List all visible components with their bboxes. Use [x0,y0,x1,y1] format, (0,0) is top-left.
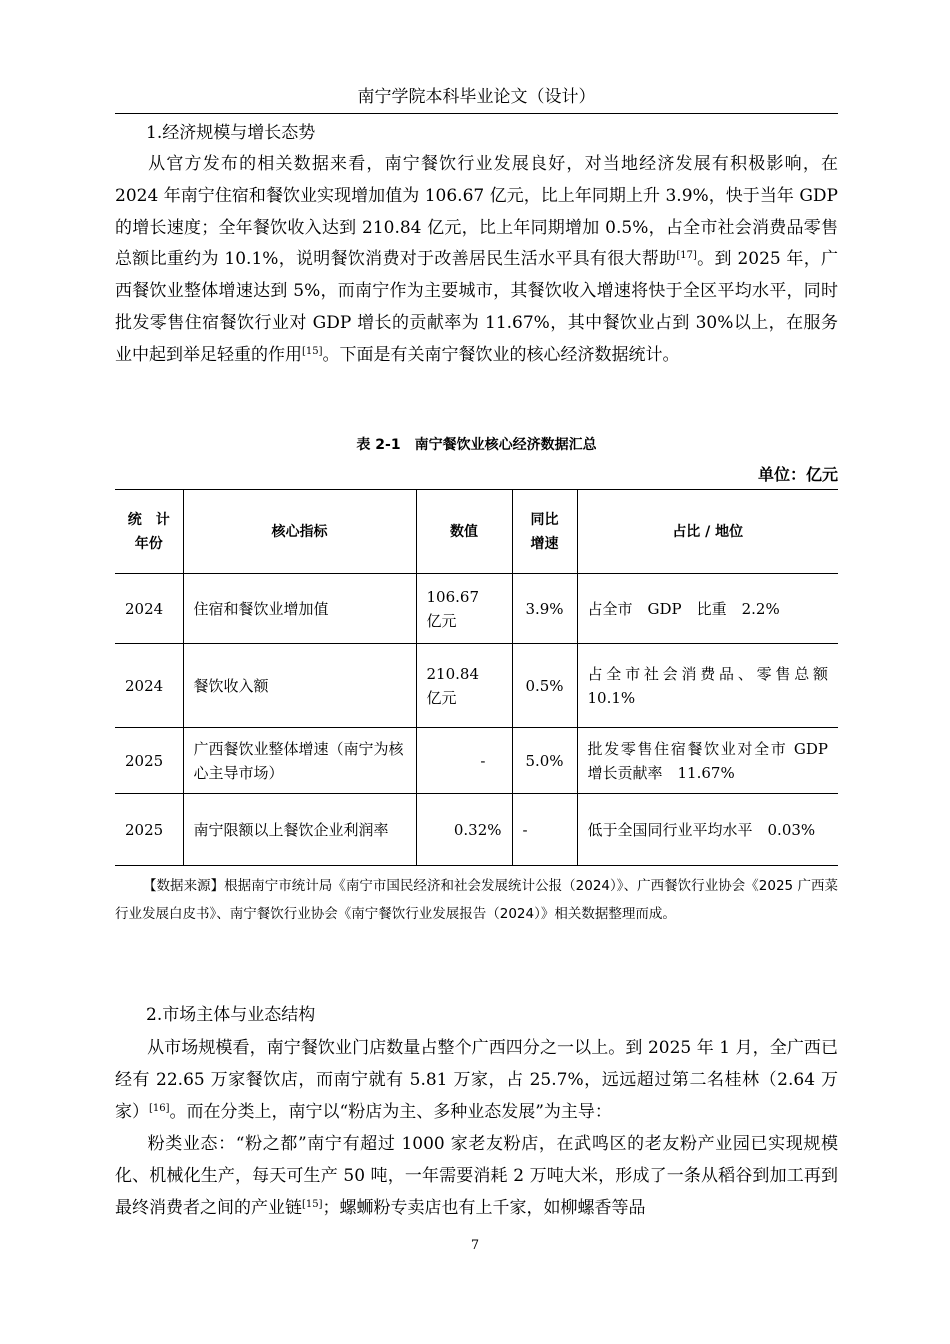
data-source-note: 【数据来源】根据南宁市统计局《南宁市国民经济和社会发展统计公报（2024）》、广西餐饮行业协会《2025 广西菜行业发展白皮书》、南宁餐饮行业协会《南宁餐饮行业发展报告（2024）》相关数据整理而成。 [115,878,838,922]
table-row [115,728,838,794]
table-unit: 单位：亿元 [757,465,838,484]
column-header-indicator: 核心指标 [183,490,416,574]
section-heading-2: 2.市场主体与业态结构 [146,1005,316,1025]
section-heading-1: 1.经济规模与增长态势 [146,123,316,143]
cell-value: - [416,728,512,794]
cell-indicator: 住宿和餐饮业增加值 [183,574,416,644]
citation: [15] [302,1198,323,1210]
page-number: 7 [470,1238,480,1253]
cell-year: 2025 [115,794,183,866]
cell-indicator: 广西餐饮业整体增速（南宁为核心主导市场） [183,728,416,794]
cell-year: 2025 [115,728,183,794]
header-rule [115,113,838,114]
cell-value: 0.32% [416,794,512,866]
table-header-row [115,490,838,574]
paragraph-text: 从官方发布的相关数据来看，南宁餐饮行业发展良好，对当地经济发展有积极影响，在 2024 年南宁住宿和餐饮业实现增加值为 106.67 亿元，比上年同期上升 3.9%，快于当年 GDP 的增长速度；全年餐饮收入达到 210.84 亿元，比上年同期增加 0.5%，占全市社会消费品零售总额比重约为 10.1%，说明餐饮消费对于改善居民生活水平具有很大帮助 [115,154,838,270]
cell-value: 210.84 亿元 [416,644,512,728]
citation: [16] [149,1102,170,1114]
table-row [115,794,838,866]
paragraph-market-scale [115,1033,838,1128]
column-header-year: 统 计 年份 [115,490,183,574]
citation: [15] [302,345,323,357]
cell-growth: 5.0% [512,728,577,794]
cell-indicator: 餐饮收入额 [183,644,416,728]
cell-growth: 3.9% [512,574,577,644]
cell-growth: - [512,794,577,866]
cell-share: 低于全国同行业平均水平 0.03% [577,794,838,866]
cell-share: 占全市 GDP 比重 2.2% [577,574,838,644]
paragraph-noodle-business [115,1129,838,1224]
table-row [115,644,838,728]
cell-share: 批发零售住宿餐饮业对全市 GDP 增长贡献率 11.67% [577,728,838,794]
paragraph-text: ；螺蛳粉专卖店也有上千家，如柳螺香等品 [322,1197,646,1218]
paragraph-text: 从市场规模看，南宁餐饮业门店数量占整个广西四分之一以上。到 2025 年 1 月，全广西已经有 22.65 万家餐饮店，而南宁就有 5.81 万家，占 25.7%，远远超过第二名桂林（2.64 万家） [115,1038,838,1122]
table-row [115,574,838,644]
cell-year: 2024 [115,644,183,728]
table-caption: 表 2-1 南宁餐饮业核心经济数据汇总 [356,437,597,453]
column-header-growth: 同比 增速 [512,490,577,574]
paragraph-text: 。而在分类上，南宁以“粉店为主、多种业态发展”为主导： [169,1101,612,1122]
column-header-value: 数值 [416,490,512,574]
column-header-share: 占比 / 地位 [577,490,838,574]
cell-value: 106.67 亿元 [416,574,512,644]
paragraph-text: 。到 2025 年，广西餐饮业整体增速达到 5%，而南宁作为主要城市，其餐饮收入增速将快于全区平均水平，同时批发零售住宿餐饮行业对 GDP 增长的贡献率为 11.67%，其中餐饮业占到 30%以上，在服务业中起到举足轻重的作用 [115,249,838,365]
economic-data-table [115,489,844,866]
paragraph-text: 粉类业态：“粉之都”南宁有超过 1000 家老友粉店，在武鸣区的老友粉产业园已实现规模化、机械化生产，每天可生产 50 吨，一年需要消耗 2 万吨大米，形成了一条从稻谷到加工再到最终消费者之间的产业链 [115,1134,838,1218]
cell-year: 2024 [115,574,183,644]
running-header: 南宁学院本科毕业论文（设计） [357,87,596,107]
paragraph-economic-scale [115,149,838,372]
cell-share: 占全市社会消费品、零售总额 10.1% [577,644,838,728]
cell-indicator: 南宁限额以上餐饮企业利润率 [183,794,416,866]
cell-growth: 0.5% [512,644,577,728]
citation: [17] [676,250,697,262]
paragraph-text: 。下面是有关南宁餐饮业的核心经济数据统计。 [322,344,680,365]
